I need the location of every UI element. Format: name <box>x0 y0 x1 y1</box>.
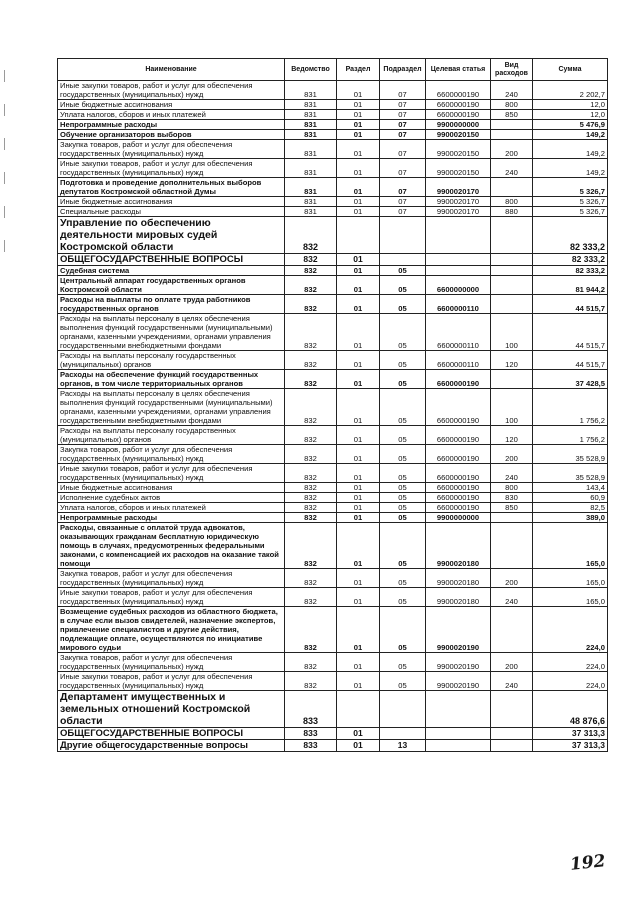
cell-sub: 07 <box>380 100 426 110</box>
table-row <box>58 513 608 523</box>
cell-name: Расходы на выплаты персоналу в целях обеспечения выполнения функций государственными (муниципальными) органами, казенными учреждениями, органами управления государственными внебюджетными фондами <box>58 389 285 426</box>
cell-type: 800 <box>491 197 533 207</box>
table-row <box>58 276 608 295</box>
header-subsection: Подраздел <box>380 59 426 81</box>
cell-sec: 01 <box>337 588 380 607</box>
table-row <box>58 370 608 389</box>
cell-target: 9900020180 <box>426 588 491 607</box>
cell-sum: 81 944,2 <box>533 276 608 295</box>
cell-sub: 05 <box>380 389 426 426</box>
cell-name: Специальные расходы <box>58 207 285 217</box>
cell-name: Управление по обеспечению деятельности мировых судей Костромской области <box>58 217 285 254</box>
cell-sum: 82 333,2 <box>533 217 608 254</box>
cell-sum: 48 876,6 <box>533 691 608 728</box>
cell-dept: 832 <box>285 426 337 445</box>
table-row <box>58 100 608 110</box>
cell-dept: 832 <box>285 464 337 483</box>
table-row <box>58 672 608 691</box>
cell-sum: 165,0 <box>533 569 608 588</box>
table-row <box>58 503 608 513</box>
table-row <box>58 110 608 120</box>
cell-type <box>491 276 533 295</box>
cell-dept: 832 <box>285 295 337 314</box>
table-row <box>58 691 608 728</box>
cell-sec: 01 <box>337 130 380 140</box>
cell-name: Уплата налогов, сборов и иных платежей <box>58 110 285 120</box>
cell-target <box>426 266 491 276</box>
cell-sec: 01 <box>337 389 380 426</box>
cell-sub: 05 <box>380 483 426 493</box>
cell-target: 9900020190 <box>426 653 491 672</box>
cell-name: Судебная система <box>58 266 285 276</box>
cell-name: Расходы на выплаты персоналу государственных (муниципальных) органов <box>58 426 285 445</box>
cell-sec: 01 <box>337 503 380 513</box>
cell-dept: 832 <box>285 370 337 389</box>
cell-type: 850 <box>491 503 533 513</box>
cell-sec: 01 <box>337 513 380 523</box>
cell-sum: 44 515,7 <box>533 351 608 370</box>
header-dept: Ведомство <box>285 59 337 81</box>
cell-name: Иные закупки товаров, работ и услуг для обеспечения государственных (муниципальных) нужд <box>58 159 285 178</box>
cell-target: 9900020150 <box>426 159 491 178</box>
cell-sub: 07 <box>380 197 426 207</box>
cell-sub: 05 <box>380 464 426 483</box>
cell-name: Закупка товаров, работ и услуг для обеспечения государственных (муниципальных) нужд <box>58 140 285 159</box>
cell-name: Иные закупки товаров, работ и услуг для обеспечения государственных (муниципальных) нужд <box>58 588 285 607</box>
cell-sec: 01 <box>337 207 380 217</box>
cell-sec: 01 <box>337 351 380 370</box>
cell-sub: 05 <box>380 276 426 295</box>
cell-sum: 149,2 <box>533 140 608 159</box>
cell-dept: 832 <box>285 607 337 653</box>
table-row <box>58 389 608 426</box>
cell-sec: 01 <box>337 728 380 740</box>
cell-target: 9900020170 <box>426 197 491 207</box>
cell-target: 6600000190 <box>426 464 491 483</box>
cell-name: Закупка товаров, работ и услуг для обеспечения государственных (муниципальных) нужд <box>58 569 285 588</box>
cell-name: Иные бюджетные ассигнования <box>58 100 285 110</box>
cell-sum: 12,0 <box>533 100 608 110</box>
header-name: Наименование <box>58 59 285 81</box>
cell-sum: 149,2 <box>533 159 608 178</box>
cell-sub: 05 <box>380 588 426 607</box>
cell-sum: 5 326,7 <box>533 178 608 197</box>
cell-sub: 05 <box>380 295 426 314</box>
header-type: Вид расходов <box>491 59 533 81</box>
cell-sub: 05 <box>380 653 426 672</box>
cell-target: 6600000190 <box>426 389 491 426</box>
cell-sub: 05 <box>380 266 426 276</box>
cell-sum: 37 313,3 <box>533 728 608 740</box>
cell-name: Департамент имущественных и земельных отношений Костромской области <box>58 691 285 728</box>
cell-type <box>491 295 533 314</box>
table-row <box>58 569 608 588</box>
page-number: 192 <box>569 851 607 875</box>
cell-sub: 07 <box>380 120 426 130</box>
cell-type: 100 <box>491 389 533 426</box>
cell-dept: 831 <box>285 110 337 120</box>
cell-sum: 35 528,9 <box>533 464 608 483</box>
cell-type <box>491 370 533 389</box>
cell-type: 240 <box>491 81 533 100</box>
cell-dept: 832 <box>285 483 337 493</box>
binding-marks <box>4 70 6 300</box>
cell-sum: 165,0 <box>533 523 608 569</box>
cell-dept: 831 <box>285 140 337 159</box>
table-row <box>58 588 608 607</box>
table-row <box>58 207 608 217</box>
cell-sec: 01 <box>337 483 380 493</box>
cell-sec <box>337 217 380 254</box>
cell-sec: 01 <box>337 120 380 130</box>
cell-type: 240 <box>491 588 533 607</box>
cell-dept: 832 <box>285 276 337 295</box>
cell-type: 200 <box>491 653 533 672</box>
cell-sec: 01 <box>337 740 380 752</box>
cell-sec: 01 <box>337 197 380 207</box>
cell-sub: 05 <box>380 445 426 464</box>
cell-sum: 35 528,9 <box>533 445 608 464</box>
cell-type <box>491 740 533 752</box>
cell-sum: 44 515,7 <box>533 314 608 351</box>
cell-name: Закупка товаров, работ и услуг для обеспечения государственных (муниципальных) нужд <box>58 653 285 672</box>
cell-dept: 833 <box>285 691 337 728</box>
table-row <box>58 426 608 445</box>
cell-dept: 831 <box>285 178 337 197</box>
table-row <box>58 178 608 197</box>
cell-name: Иные бюджетные ассигнования <box>58 197 285 207</box>
cell-type <box>491 266 533 276</box>
cell-sum: 1 756,2 <box>533 389 608 426</box>
cell-sub: 07 <box>380 207 426 217</box>
cell-sub: 05 <box>380 493 426 503</box>
cell-sum: 2 202,7 <box>533 81 608 100</box>
cell-name: Подготовка и проведение дополнительных выборов депутатов Костромской областной Думы <box>58 178 285 197</box>
cell-sub: 05 <box>380 314 426 351</box>
cell-type <box>491 607 533 653</box>
cell-target: 9900000000 <box>426 120 491 130</box>
cell-dept: 832 <box>285 314 337 351</box>
cell-target: 6600000190 <box>426 445 491 464</box>
cell-sec: 01 <box>337 81 380 100</box>
cell-name: Расходы на выплаты персоналу в целях обеспечения выполнения функций государственными (муниципальными) органами, казенными учреждениями, органами управления государственными внебюджетными фондами <box>58 314 285 351</box>
cell-sec: 01 <box>337 314 380 351</box>
cell-target: 6600000190 <box>426 426 491 445</box>
cell-name: Обучение организаторов выборов <box>58 130 285 140</box>
cell-sub: 05 <box>380 426 426 445</box>
cell-sec: 01 <box>337 569 380 588</box>
cell-type: 200 <box>491 569 533 588</box>
cell-type: 800 <box>491 483 533 493</box>
cell-sec: 01 <box>337 653 380 672</box>
cell-target <box>426 740 491 752</box>
cell-sub: 05 <box>380 523 426 569</box>
cell-type: 120 <box>491 351 533 370</box>
cell-sub: 05 <box>380 351 426 370</box>
cell-sum: 143,4 <box>533 483 608 493</box>
cell-sec: 01 <box>337 493 380 503</box>
cell-target <box>426 728 491 740</box>
table-row <box>58 445 608 464</box>
cell-sec: 01 <box>337 254 380 266</box>
cell-dept: 832 <box>285 503 337 513</box>
cell-type <box>491 217 533 254</box>
cell-target: 9900000000 <box>426 513 491 523</box>
cell-dept: 832 <box>285 351 337 370</box>
table-row <box>58 130 608 140</box>
cell-sum: 82 333,2 <box>533 254 608 266</box>
cell-target: 9900020180 <box>426 523 491 569</box>
cell-dept: 832 <box>285 254 337 266</box>
cell-dept: 831 <box>285 197 337 207</box>
cell-dept: 832 <box>285 493 337 503</box>
cell-type <box>491 523 533 569</box>
table-row <box>58 120 608 130</box>
cell-target: 6600000110 <box>426 314 491 351</box>
cell-dept: 832 <box>285 523 337 569</box>
cell-sec: 01 <box>337 100 380 110</box>
cell-dept: 831 <box>285 130 337 140</box>
cell-sum: 82 333,2 <box>533 266 608 276</box>
cell-sub: 13 <box>380 740 426 752</box>
cell-dept: 831 <box>285 207 337 217</box>
cell-sum: 37 313,3 <box>533 740 608 752</box>
table-row <box>58 159 608 178</box>
cell-sum: 165,0 <box>533 588 608 607</box>
cell-sum: 60,9 <box>533 493 608 503</box>
cell-target: 6600000110 <box>426 295 491 314</box>
cell-name: Расходы на выплаты по оплате труда работников государственных органов <box>58 295 285 314</box>
cell-sec: 01 <box>337 178 380 197</box>
cell-type: 200 <box>491 140 533 159</box>
cell-name: Иные закупки товаров, работ и услуг для обеспечения государственных (муниципальных) нужд <box>58 672 285 691</box>
cell-dept: 832 <box>285 672 337 691</box>
cell-sub: 07 <box>380 178 426 197</box>
budget-table <box>57 58 608 752</box>
cell-sub: 05 <box>380 370 426 389</box>
cell-dept: 832 <box>285 445 337 464</box>
table-row <box>58 483 608 493</box>
cell-target: 6600000000 <box>426 276 491 295</box>
cell-name: Непрограммные расходы <box>58 513 285 523</box>
cell-sec: 01 <box>337 295 380 314</box>
cell-type: 120 <box>491 426 533 445</box>
cell-sub: 07 <box>380 81 426 100</box>
cell-sub <box>380 217 426 254</box>
cell-target: 9900020150 <box>426 130 491 140</box>
cell-dept: 832 <box>285 217 337 254</box>
header-section: Раздел <box>337 59 380 81</box>
table-row <box>58 493 608 503</box>
cell-target <box>426 254 491 266</box>
cell-sub <box>380 728 426 740</box>
cell-type: 880 <box>491 207 533 217</box>
table-row <box>58 351 608 370</box>
cell-sum: 12,0 <box>533 110 608 120</box>
cell-dept: 832 <box>285 266 337 276</box>
cell-sub: 05 <box>380 607 426 653</box>
cell-type: 100 <box>491 314 533 351</box>
cell-sec: 01 <box>337 672 380 691</box>
table-header-row <box>58 59 608 81</box>
cell-name: Центральный аппарат государственных органов Костромской области <box>58 276 285 295</box>
cell-name: Иные закупки товаров, работ и услуг для обеспечения государственных (муниципальных) нужд <box>58 81 285 100</box>
cell-sum: 224,0 <box>533 653 608 672</box>
cell-type <box>491 130 533 140</box>
cell-name: Иные бюджетные ассигнования <box>58 483 285 493</box>
cell-sum: 44 515,7 <box>533 295 608 314</box>
cell-sec <box>337 691 380 728</box>
cell-type: 240 <box>491 464 533 483</box>
cell-target: 6600000190 <box>426 503 491 513</box>
cell-type <box>491 691 533 728</box>
cell-sec: 01 <box>337 607 380 653</box>
cell-target: 6600000190 <box>426 110 491 120</box>
cell-dept: 832 <box>285 653 337 672</box>
cell-type <box>491 728 533 740</box>
table-row <box>58 217 608 254</box>
cell-dept: 832 <box>285 588 337 607</box>
table-row <box>58 266 608 276</box>
cell-sub <box>380 254 426 266</box>
cell-sec: 01 <box>337 426 380 445</box>
cell-target: 9900020190 <box>426 607 491 653</box>
cell-sec: 01 <box>337 159 380 178</box>
cell-dept: 831 <box>285 100 337 110</box>
cell-dept: 832 <box>285 569 337 588</box>
cell-sec: 01 <box>337 110 380 120</box>
cell-sub: 07 <box>380 130 426 140</box>
cell-name: ОБЩЕГОСУДАРСТВЕННЫЕ ВОПРОСЫ <box>58 728 285 740</box>
table-row <box>58 607 608 653</box>
header-target: Целевая статья <box>426 59 491 81</box>
cell-name: Уплата налогов, сборов и иных платежей <box>58 503 285 513</box>
table-row <box>58 140 608 159</box>
cell-target: 9900020150 <box>426 140 491 159</box>
cell-name: Расходы на обеспечение функций государственных органов, в том числе территориальных органов <box>58 370 285 389</box>
cell-name: Исполнение судебных актов <box>58 493 285 503</box>
cell-sec: 01 <box>337 276 380 295</box>
cell-sum: 5 326,7 <box>533 207 608 217</box>
cell-target: 6600000190 <box>426 100 491 110</box>
cell-sum: 82,5 <box>533 503 608 513</box>
cell-sec: 01 <box>337 266 380 276</box>
cell-type <box>491 120 533 130</box>
cell-target: 9900020180 <box>426 569 491 588</box>
cell-sub: 05 <box>380 503 426 513</box>
cell-sub: 07 <box>380 140 426 159</box>
cell-type: 240 <box>491 672 533 691</box>
cell-target <box>426 691 491 728</box>
cell-dept: 833 <box>285 740 337 752</box>
table-row <box>58 523 608 569</box>
table-row <box>58 197 608 207</box>
cell-dept: 831 <box>285 159 337 178</box>
cell-target: 9900020190 <box>426 672 491 691</box>
cell-type <box>491 178 533 197</box>
table-row <box>58 254 608 266</box>
cell-target: 6600000190 <box>426 81 491 100</box>
cell-sum: 224,0 <box>533 672 608 691</box>
cell-sub: 05 <box>380 513 426 523</box>
cell-sec: 01 <box>337 464 380 483</box>
cell-target: 6600000190 <box>426 370 491 389</box>
table-row <box>58 653 608 672</box>
cell-type <box>491 513 533 523</box>
cell-type <box>491 254 533 266</box>
cell-target: 9900020170 <box>426 207 491 217</box>
cell-name: Закупка товаров, работ и услуг для обеспечения государственных (муниципальных) нужд <box>58 445 285 464</box>
table-row <box>58 314 608 351</box>
cell-sum: 389,0 <box>533 513 608 523</box>
cell-name: Возмещение судебных расходов из областного бюджета, в случае если вызов свидетелей, назначение экспертов, привлечение специалистов и другие действия, подлежащие оплате, осуществляются по инициативе мирового судьи <box>58 607 285 653</box>
cell-type: 850 <box>491 110 533 120</box>
cell-sum: 37 428,5 <box>533 370 608 389</box>
cell-sub: 07 <box>380 110 426 120</box>
header-sum: Сумма <box>533 59 608 81</box>
cell-type: 800 <box>491 100 533 110</box>
table-row <box>58 740 608 752</box>
cell-sum: 224,0 <box>533 607 608 653</box>
cell-sec: 01 <box>337 445 380 464</box>
cell-target <box>426 217 491 254</box>
cell-sub: 05 <box>380 569 426 588</box>
table-row <box>58 295 608 314</box>
cell-sum: 5 476,9 <box>533 120 608 130</box>
cell-dept: 833 <box>285 728 337 740</box>
cell-dept: 831 <box>285 81 337 100</box>
table-row <box>58 464 608 483</box>
cell-dept: 832 <box>285 389 337 426</box>
cell-name: Другие общегосударственные вопросы <box>58 740 285 752</box>
table-row <box>58 728 608 740</box>
cell-type: 830 <box>491 493 533 503</box>
cell-sec: 01 <box>337 370 380 389</box>
cell-dept: 831 <box>285 120 337 130</box>
cell-name: Расходы, связанные с оплатой труда адвокатов, оказывающих гражданам бесплатную юридическую помощь в случаях, предусмотренных федеральными законами, с компенсацией их расходов на оказание такой помощи <box>58 523 285 569</box>
cell-sub <box>380 691 426 728</box>
cell-name: Расходы на выплаты персоналу государственных (муниципальных) органов <box>58 351 285 370</box>
cell-target: 9900020170 <box>426 178 491 197</box>
cell-name: Иные закупки товаров, работ и услуг для обеспечения государственных (муниципальных) нужд <box>58 464 285 483</box>
cell-target: 6600000110 <box>426 351 491 370</box>
cell-sec: 01 <box>337 523 380 569</box>
cell-sum: 1 756,2 <box>533 426 608 445</box>
cell-sum: 5 326,7 <box>533 197 608 207</box>
cell-type: 200 <box>491 445 533 464</box>
cell-type: 240 <box>491 159 533 178</box>
cell-target: 6600000190 <box>426 493 491 503</box>
cell-sec: 01 <box>337 140 380 159</box>
table-row <box>58 81 608 100</box>
cell-name: Непрограммные расходы <box>58 120 285 130</box>
cell-sub: 05 <box>380 672 426 691</box>
cell-sum: 149,2 <box>533 130 608 140</box>
cell-target: 6600000190 <box>426 483 491 493</box>
cell-sub: 07 <box>380 159 426 178</box>
cell-name: ОБЩЕГОСУДАРСТВЕННЫЕ ВОПРОСЫ <box>58 254 285 266</box>
cell-dept: 832 <box>285 513 337 523</box>
